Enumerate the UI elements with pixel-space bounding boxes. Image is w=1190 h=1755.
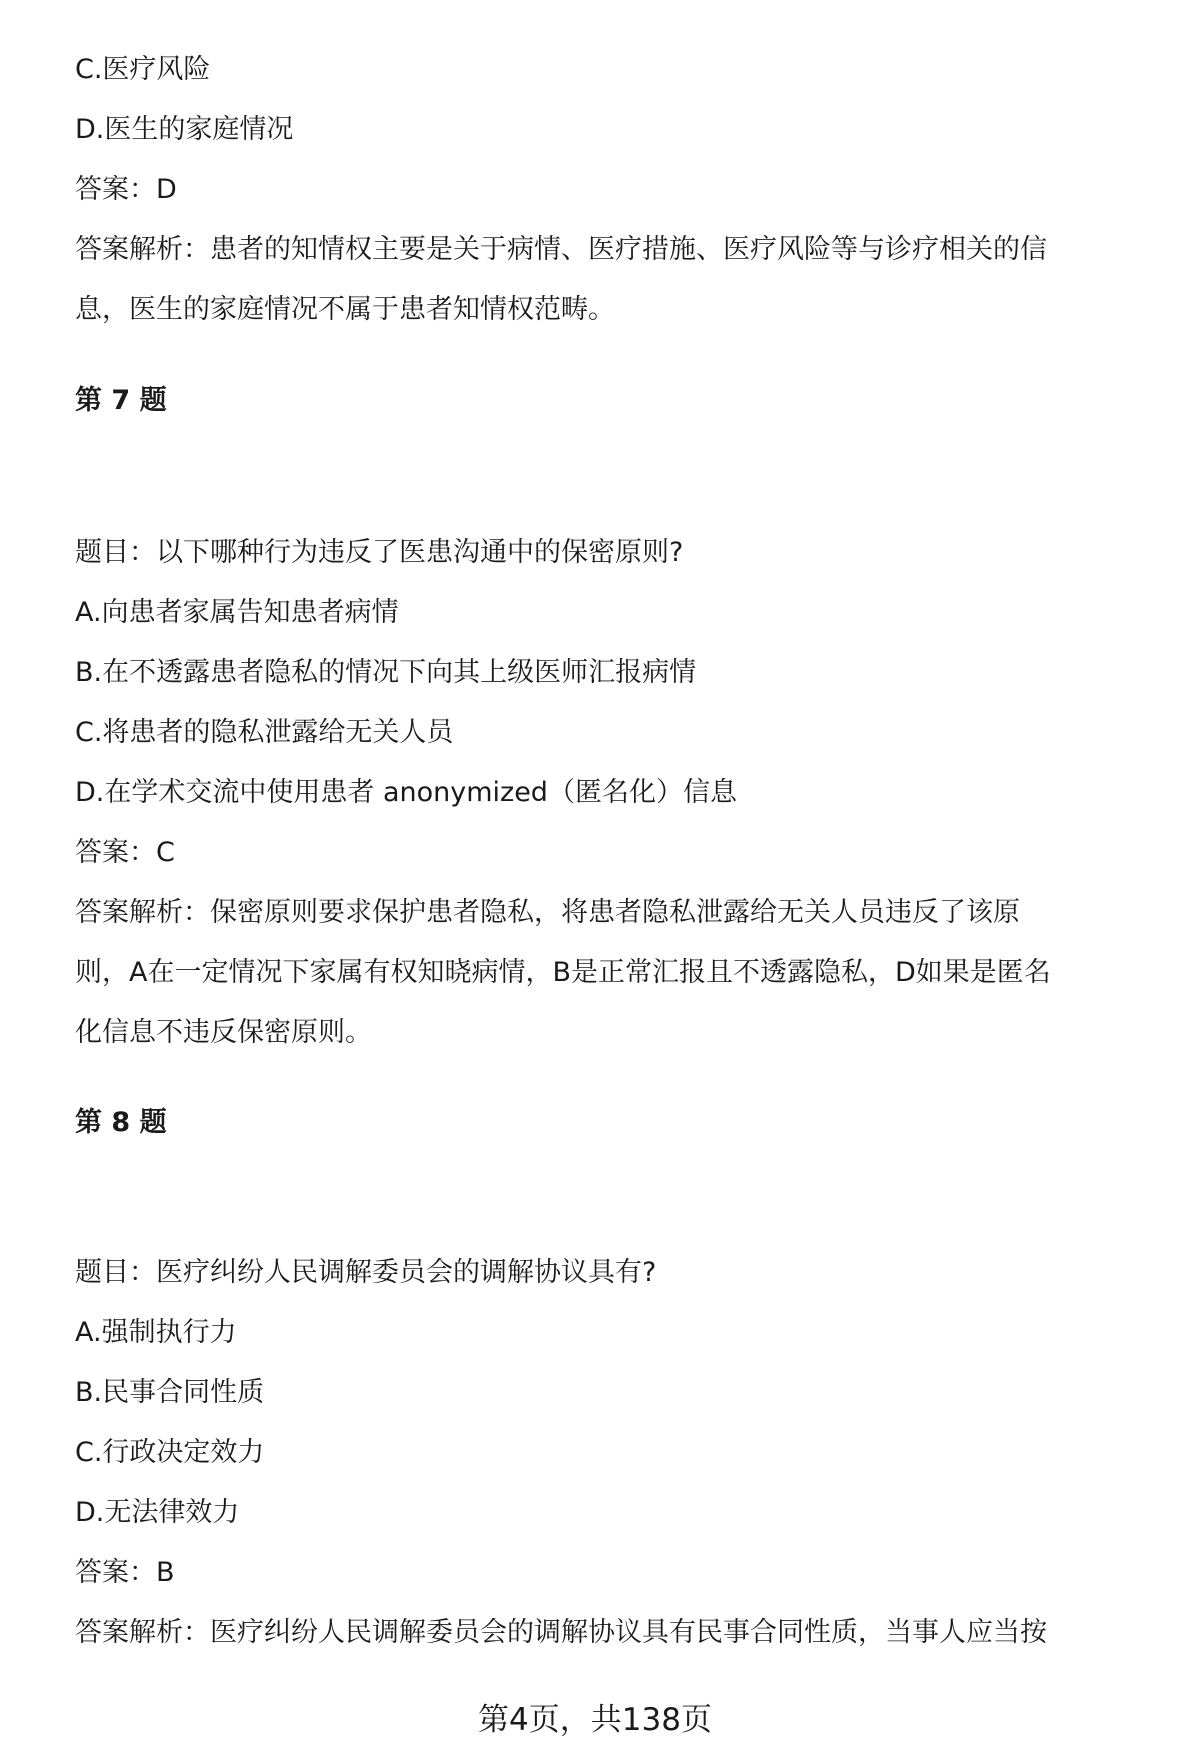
q7-explanation-line-3: 化信息不违反保密原则。 [75,1017,372,1048]
q7-option-d: D.在学术交流中使用患者 anonymized（匿名化）信息 [75,777,737,808]
page-indicator: 第4页，共138页 [478,1702,712,1738]
q7-question: 题目：以下哪种行为违反了医患沟通中的保密原则? [75,537,684,568]
q8-explanation-line-1: 答案解析：医疗纠纷人民调解委员会的调解协议具有民事合同性质，当事人应当按 [75,1617,1047,1648]
q6-option-d: D.医生的家庭情况 [75,114,294,145]
q8-answer: 答案：B [75,1557,175,1588]
q7-option-b: B.在不透露患者隐私的情况下向其上级医师汇报病情 [75,657,697,688]
q6-option-c: C.医疗风险 [75,54,211,85]
q7-option-a: A.向患者家属告知患者病情 [75,597,399,628]
q8-option-b: B.民事合同性质 [75,1377,265,1408]
q8-option-a: A.强制执行力 [75,1317,237,1348]
q7-option-c: C.将患者的隐私泄露给无关人员 [75,717,454,748]
q8-heading: 第 8 题 [75,1107,167,1138]
q7-answer: 答案：C [75,837,175,868]
q8-question: 题目：医疗纠纷人民调解委员会的调解协议具有? [75,1257,657,1288]
q7-heading: 第 7 题 [75,385,167,416]
q7-explanation-line-1: 答案解析：保密原则要求保护患者隐私，将患者隐私泄露给无关人员违反了该原 [75,897,1020,928]
q6-explanation-line-1: 答案解析：患者的知情权主要是关于病情、医疗措施、医疗风险等与诊疗相关的信 [75,234,1047,265]
q7-explanation-line-2: 则，A在一定情况下家属有权知晓病情，B是正常汇报且不透露隐私，D如果是匿名 [75,957,1051,988]
q6-explanation-line-2: 息，医生的家庭情况不属于患者知情权范畴。 [75,294,615,325]
q8-option-c: C.行政决定效力 [75,1437,265,1468]
q8-option-d: D.无法律效力 [75,1497,240,1528]
q6-answer: 答案：D [75,174,177,205]
